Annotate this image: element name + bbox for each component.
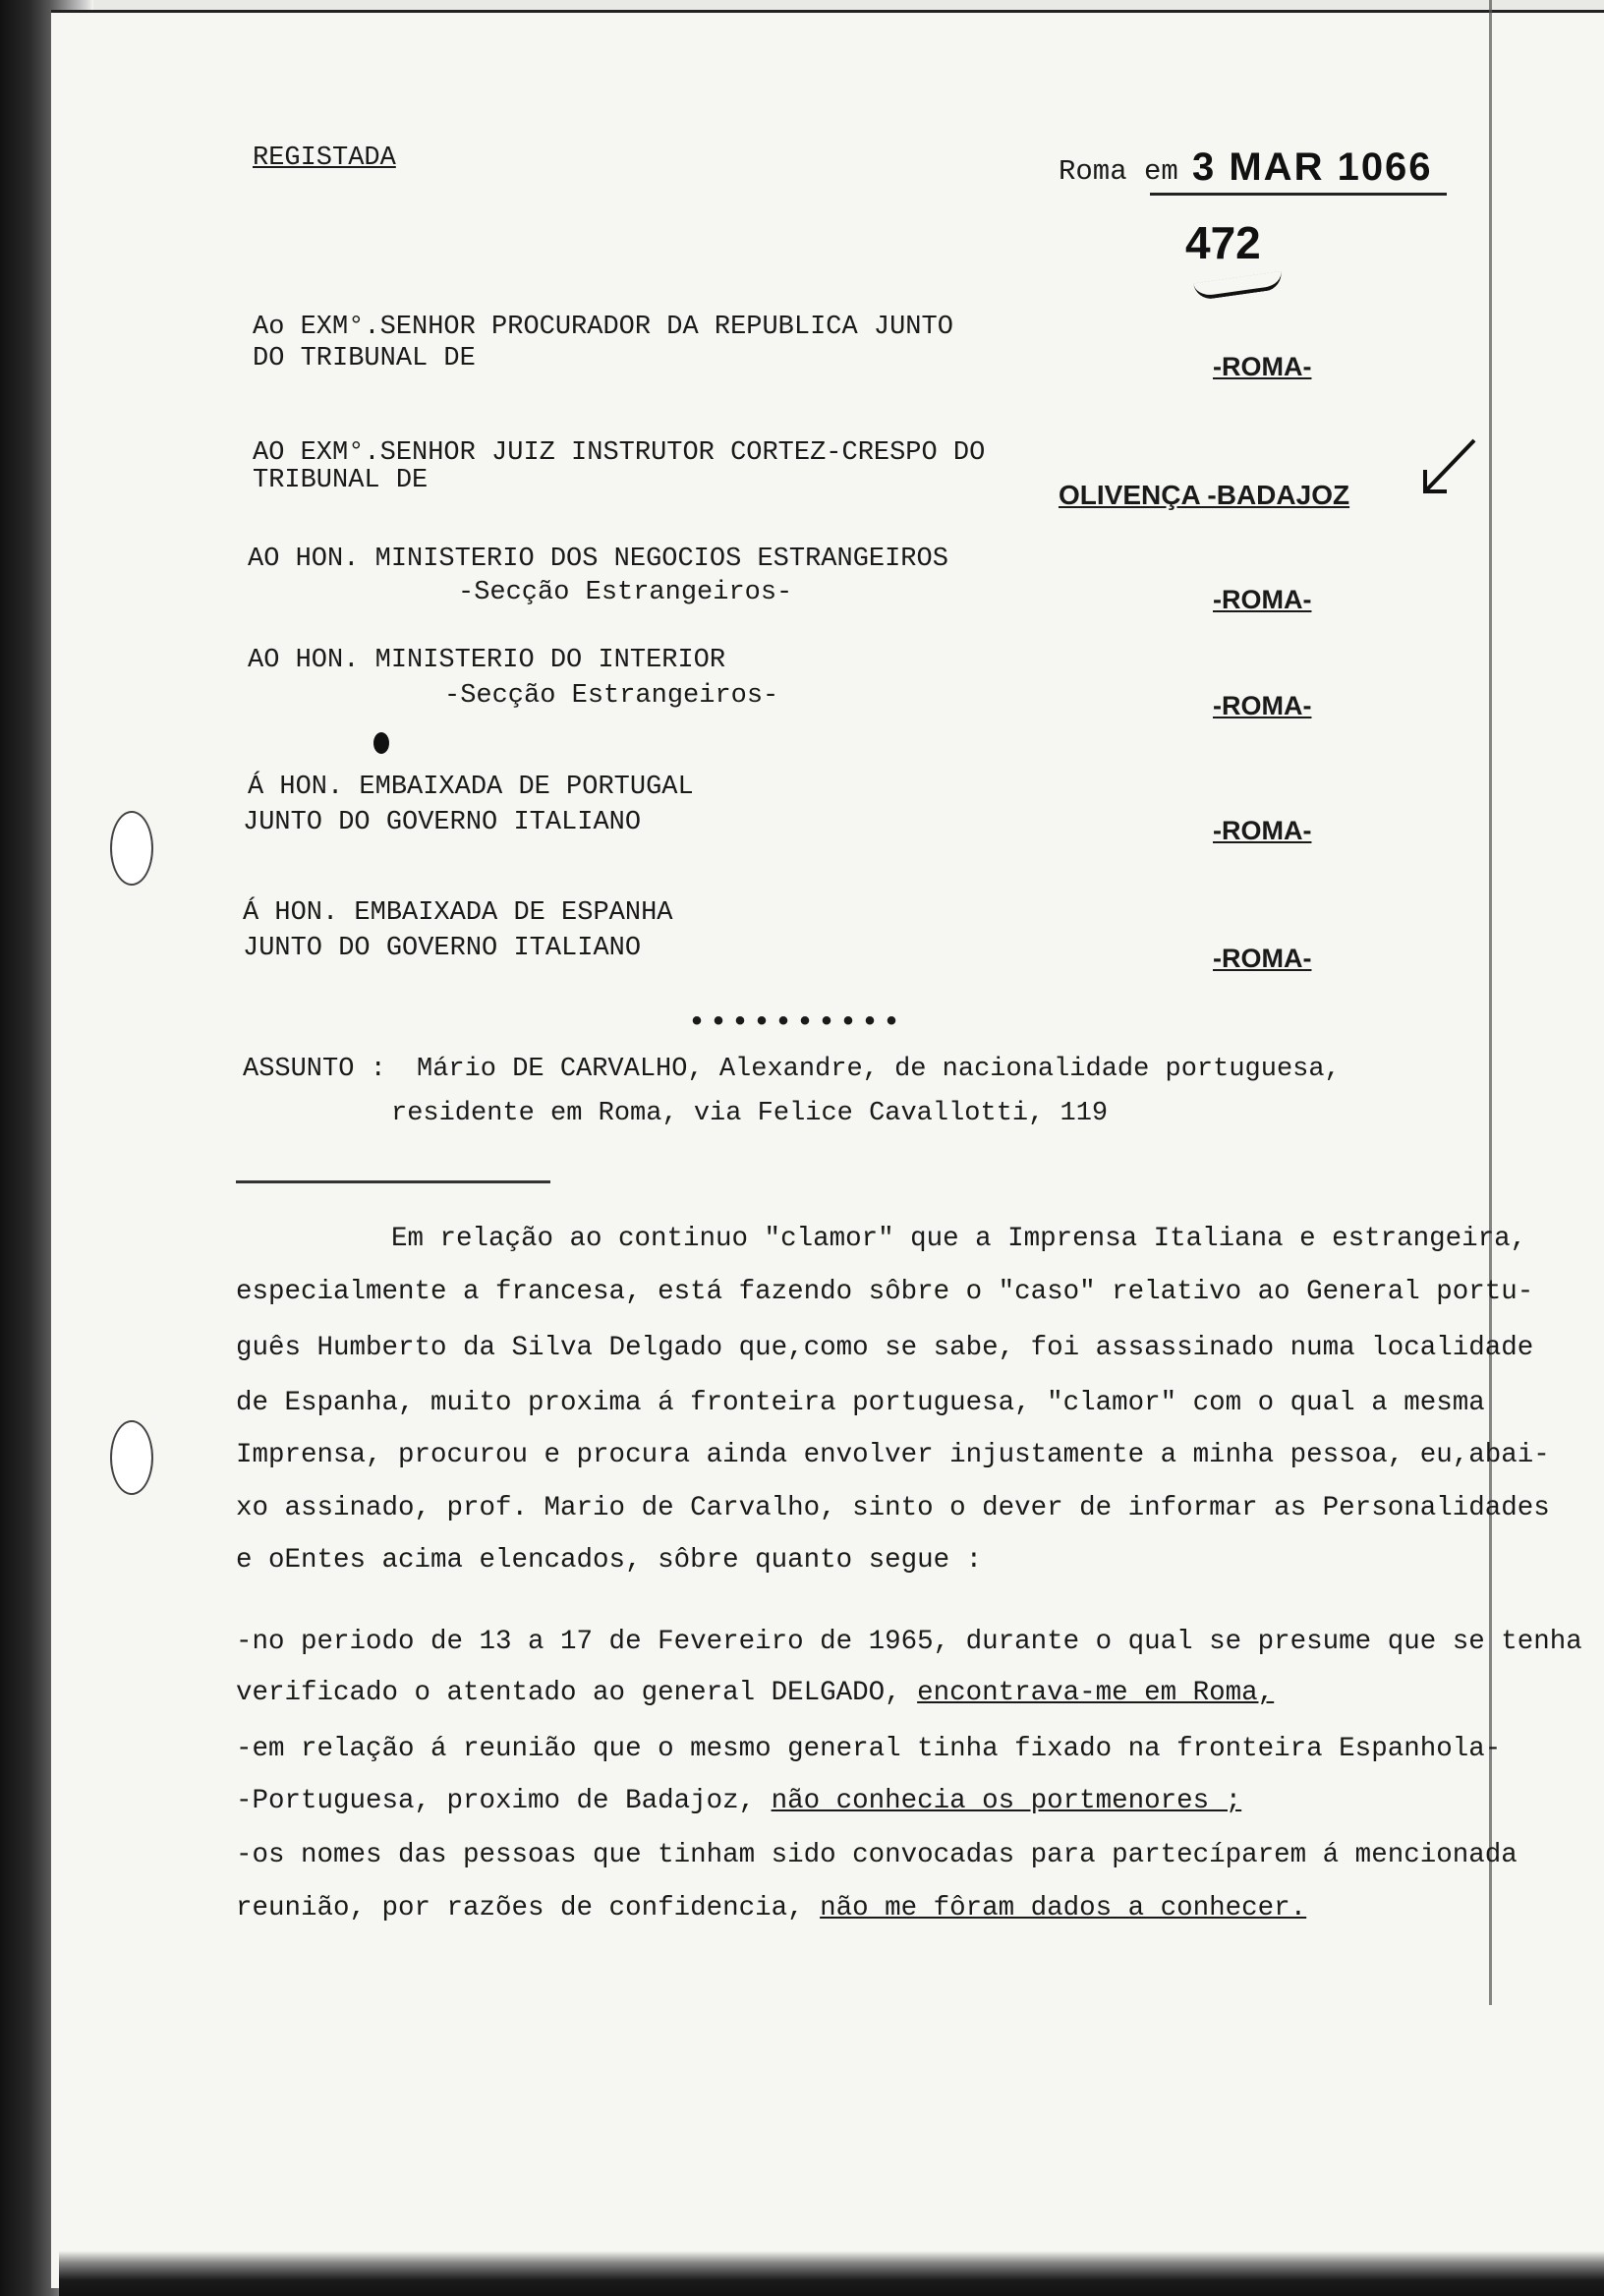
recipient-4-line1: AO HON. MINISTERIO DO INTERIOR [248, 646, 726, 675]
body-line-2: especialmente a francesa, está fazendo sôbre o "caso" relativo ao General portu- [236, 1277, 1534, 1307]
point-line-5: -os nomes das pessoas que tinham sido convocadas para partecíparem á mencionada [236, 1840, 1518, 1870]
point-line-3: -em relação á reunião que o mesmo general tinha fixado na fronteira Espanhola- [236, 1734, 1502, 1764]
recipient-1-line1: Ao EXM°.SENHOR PROCURADOR DA REPUBLICA JUNTO [253, 313, 953, 342]
recipient-3-line2: -Secção Estrangeiros- [458, 578, 793, 607]
subject-label: ASSUNTO : [243, 1055, 386, 1084]
punch-hole-top [110, 811, 153, 886]
recipient-5-line1: Á HON. EMBAIXADA DE PORTUGAL [248, 773, 694, 802]
recipient-6-line2: JUNTO DO GOVERNO ITALIANO [243, 934, 642, 963]
recipient-3-place: -ROMA- [1213, 585, 1312, 614]
reference-number: 472 [1185, 217, 1261, 268]
bottom-binding-shadow [59, 2251, 1604, 2296]
subject-line1: Mário DE CARVALHO, Alexandre, de nacionalidade portuguesa, [417, 1055, 1341, 1084]
recipient-3-line1: AO HON. MINISTERIO DOS NEGOCIOS ESTRANGEIROS [248, 545, 948, 574]
recipient-2-line2: TRIBUNAL DE [253, 466, 429, 495]
point-line-1: -no periodo de 13 a 17 de Fevereiro de 1965, durante o qual se presume que se tenha [236, 1627, 1582, 1657]
subject-rule [236, 1180, 550, 1183]
separator-dots: •••••••••• [688, 1006, 905, 1040]
body-line-1: Em relação ao continuo "clamor" que a Imprensa Italiana e estrangeira, [391, 1224, 1527, 1254]
point-line-2-emphasis: encontrava-me em Roma, [917, 1678, 1275, 1708]
recipient-1-line2: DO TRIBUNAL DE [253, 344, 476, 373]
point-line-4-emphasis: não conhecia os portmenores ; [771, 1786, 1242, 1816]
recipient-6-place: -ROMA- [1213, 944, 1312, 973]
recipient-5-place: -ROMA- [1213, 816, 1312, 845]
subject-line2: residente em Roma, via Felice Cavallotti, 119 [391, 1099, 1109, 1128]
body-line-5: Imprensa, procurou e procura ainda envolver injustamente a minha pessoa, eu,abai- [236, 1440, 1550, 1470]
page-edge-line [1489, 0, 1492, 2005]
recipient-5-line2: JUNTO DO GOVERNO ITALIANO [243, 808, 642, 837]
recipient-4-place: -ROMA- [1213, 691, 1312, 720]
arrow-mark-icon [1415, 432, 1484, 501]
recipient-4-line2: -Secção Estrangeiros- [444, 681, 779, 711]
ink-spot [373, 732, 389, 754]
body-line-6: xo assinado, prof. Mario de Carvalho, sinto o dever de informar as Personalidades [236, 1493, 1550, 1523]
point-line-6: reunião, por razões de confidencia, não me fôram dados a conhecer. [236, 1893, 1307, 1923]
recipient-1-place: -ROMA- [1213, 352, 1312, 381]
date-underline [1150, 193, 1447, 196]
recipient-2-place: OLIVENÇA -BADAJOZ [1059, 480, 1350, 510]
recipient-6-line1: Á HON. EMBAIXADA DE ESPANHA [243, 898, 673, 928]
date-stamp: 3 MAR 1066 [1192, 145, 1433, 189]
registered-label: REGISTADA [253, 144, 396, 173]
body-line-4: de Espanha, muito proxima á fronteira portuguesa, "clamor" com o qual a mesma [236, 1388, 1485, 1418]
body-line-7: e oEntes acima elencados, sôbre quanto segue : [236, 1545, 983, 1576]
punch-hole-bottom [110, 1420, 153, 1495]
place-prefix: Roma em [1059, 155, 1178, 188]
point-line-6-emphasis: não me fôram dados a conhecer. [820, 1893, 1307, 1923]
point-line-2: verificado o atentado ao general DELGADO, encontrava-me em Roma, [236, 1678, 1275, 1708]
point-line-4: -Portuguesa, proximo de Badajoz, não conhecia os portmenores ; [236, 1786, 1242, 1816]
recipient-2-line1: AO EXM°.SENHOR JUIZ INSTRUTOR CORTEZ-CRESPO DO [253, 438, 986, 468]
body-line-3: guês Humberto da Silva Delgado que,como se sabe, foi assassinado numa localidade [236, 1333, 1534, 1363]
